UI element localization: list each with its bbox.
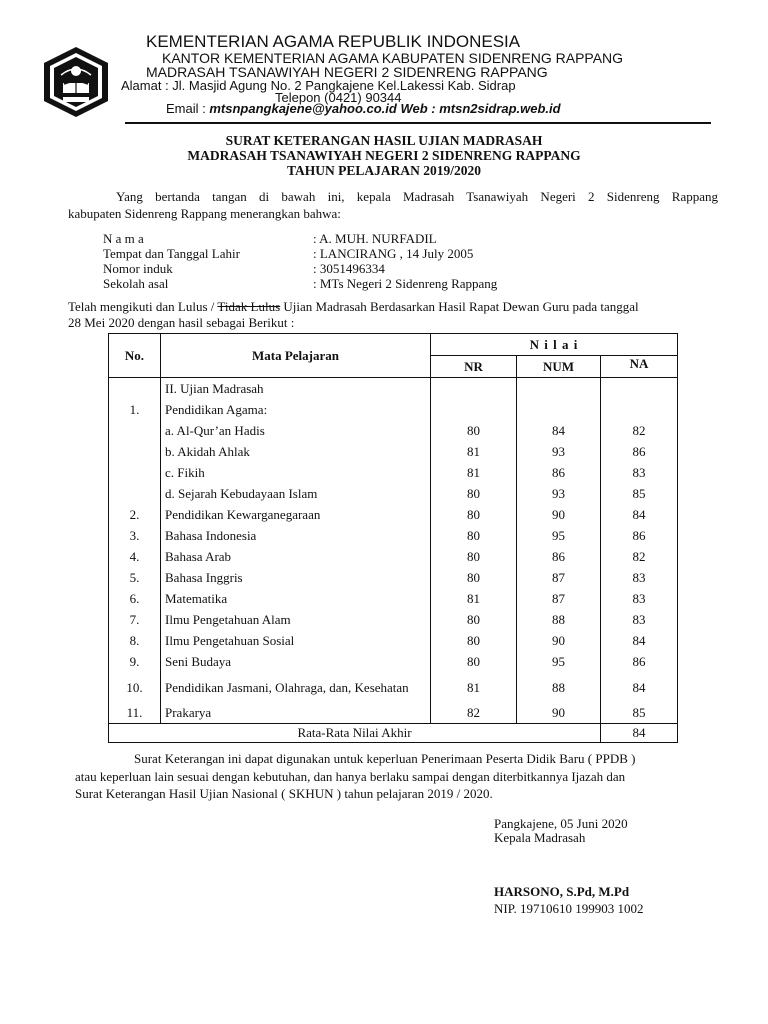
row-num: 90 xyxy=(517,630,601,651)
row-subject: Pendidikan Agama: xyxy=(161,399,431,420)
row-nr: 80 xyxy=(431,630,517,651)
row-na xyxy=(601,399,678,420)
email-web[interactable]: mtsnpangkajene@yahoo.co.id Web : mtsn2sidrap.web.id xyxy=(209,101,561,116)
table-row xyxy=(109,441,678,462)
row-subject: Matematika xyxy=(161,588,431,609)
doc-title-3: TAHUN PELAJARAN 2019/2020 xyxy=(286,163,481,178)
row-subject: c. Fikih xyxy=(161,462,431,483)
row-na: 82 xyxy=(601,546,678,567)
email-label: Email : xyxy=(166,101,206,116)
row-subject: Prakarya xyxy=(161,702,431,724)
row-subject: Bahasa Arab xyxy=(161,546,431,567)
row-nr xyxy=(431,399,517,420)
contact-line xyxy=(166,101,561,116)
table-row xyxy=(109,420,678,441)
row-nr: 80 xyxy=(431,546,517,567)
row-no xyxy=(109,462,161,483)
row-na: 84 xyxy=(601,672,678,702)
ministry-name: KEMENTERIAN AGAMA REPUBLIK INDONESIA xyxy=(146,32,521,51)
row-no xyxy=(109,441,161,462)
table-row xyxy=(109,630,678,651)
identity-value-school: : MTs Negeri 2 Sidenreng Rappang xyxy=(313,276,498,291)
row-na: 85 xyxy=(601,702,678,724)
row-na: 84 xyxy=(601,630,678,651)
row-nr: 81 xyxy=(431,441,517,462)
grades-table xyxy=(108,333,678,743)
statement-line-1 xyxy=(68,299,639,315)
row-subject: b. Akidah Ahlak xyxy=(161,441,431,462)
table-row xyxy=(109,546,678,567)
row-subject: Ilmu Pengetahuan Sosial xyxy=(161,630,431,651)
closing-line-1: Surat Keterangan ini dapat digunakan untuk keperluan Penerimaan Peserta Didik Baru ( PPDB ) xyxy=(134,751,636,766)
identity-label-name: N a m a xyxy=(103,231,144,246)
table-row xyxy=(109,609,678,630)
row-nr: 81 xyxy=(431,672,517,702)
row-subject: Bahasa Indonesia xyxy=(161,525,431,546)
row-subject: Seni Budaya xyxy=(161,651,431,672)
row-subject: a. Al-Qur’an Hadis xyxy=(161,420,431,441)
row-num: 93 xyxy=(517,441,601,462)
row-no xyxy=(109,420,161,441)
row-nr: 81 xyxy=(431,462,517,483)
row-subject: Ilmu Pengetahuan Alam xyxy=(161,609,431,630)
row-no: 8. xyxy=(109,630,161,651)
header-no: No. xyxy=(109,334,161,378)
intro-line-2: kabupaten Sidenreng Rappang menerangkan bahwa: xyxy=(68,206,341,221)
row-no: 1. xyxy=(109,399,161,420)
row-na: 86 xyxy=(601,525,678,546)
row-num: 93 xyxy=(517,483,601,504)
table-row xyxy=(109,399,678,420)
row-na: 85 xyxy=(601,483,678,504)
row-num: 95 xyxy=(517,525,601,546)
identity-label-birth: Tempat dan Tanggal Lahir xyxy=(103,246,240,261)
row-no: 3. xyxy=(109,525,161,546)
row-na: 86 xyxy=(601,441,678,462)
header-nr: NR xyxy=(431,356,517,378)
row-no xyxy=(109,483,161,504)
header-subject: Mata Pelajaran xyxy=(161,334,431,378)
school-name: MADRASAH TSANAWIYAH NEGERI 2 SIDENRENG RAPPANG xyxy=(146,64,548,80)
signature-nip: NIP. 19710610 199903 1002 xyxy=(494,901,644,916)
statement-suffix: Ujian Madrasah Berdasarkan Hasil Rapat Dewan Guru pada tanggal xyxy=(280,299,639,314)
statement-prefix: Telah mengikuti dan Lulus / xyxy=(68,299,218,314)
signature-position: Kepala Madrasah xyxy=(494,830,586,845)
row-na: 82 xyxy=(601,420,678,441)
header-na: NA xyxy=(601,356,678,378)
row-no: 4. xyxy=(109,546,161,567)
row-no: 2. xyxy=(109,504,161,525)
row-na: 84 xyxy=(601,504,678,525)
closing-line-3: Surat Keterangan Hasil Ujian Nasional ( SKHUN ) tahun pelajaran 2019 / 2020. xyxy=(75,786,493,801)
intro-line-1: Yang bertanda tangan di bawah ini, kepala Madrasah Tsanawiyah Negeri 2 Sidenreng Rappang xyxy=(116,189,718,204)
row-num: 88 xyxy=(517,672,601,702)
row-no: 9. xyxy=(109,651,161,672)
table-row xyxy=(109,588,678,609)
school-address: Alamat : Jl. Masjid Agung No. 2 Pangkajene Kel.Lakessi Kab. Sidrap xyxy=(121,78,516,93)
doc-title-2: MADRASAH TSANAWIYAH NEGERI 2 SIDENRENG RAPPANG xyxy=(187,148,581,163)
table-row xyxy=(109,462,678,483)
identity-value-birth: : LANCIRANG , 14 July 2005 xyxy=(313,246,474,261)
section-title: II. Ujian Madrasah xyxy=(161,378,431,400)
average-value: 84 xyxy=(601,724,678,743)
table-row xyxy=(109,525,678,546)
row-nr: 80 xyxy=(431,651,517,672)
identity-label-nomor: Nomor induk xyxy=(103,261,173,276)
doc-title-1: SURAT KETERANGAN HASIL UJIAN MADRASAH xyxy=(225,133,543,148)
row-na: 83 xyxy=(601,567,678,588)
table-row xyxy=(109,672,678,702)
row-num: 90 xyxy=(517,504,601,525)
header-num: NUM xyxy=(517,356,601,378)
row-no: 10. xyxy=(109,672,161,702)
statement-line-2: 28 Mei 2020 dengan hasil sebagai Berikut : xyxy=(68,315,295,330)
row-num: 86 xyxy=(517,462,601,483)
row-nr: 80 xyxy=(431,420,517,441)
table-row xyxy=(109,504,678,525)
row-no: 11. xyxy=(109,702,161,724)
row-num: 88 xyxy=(517,609,601,630)
row-num: 87 xyxy=(517,567,601,588)
row-nr: 80 xyxy=(431,567,517,588)
header-rule xyxy=(125,122,711,124)
table-row xyxy=(109,567,678,588)
signature-name: HARSONO, S.Pd, M.Pd xyxy=(494,884,630,899)
row-nr: 82 xyxy=(431,702,517,724)
row-nr: 80 xyxy=(431,504,517,525)
row-num: 86 xyxy=(517,546,601,567)
school-phone: Telepon (0421) 90344 xyxy=(275,90,402,105)
identity-value-name: : A. MUH. NURFADIL xyxy=(313,231,437,246)
row-na: 83 xyxy=(601,588,678,609)
row-no: 5. xyxy=(109,567,161,588)
row-na: 83 xyxy=(601,609,678,630)
row-num: 87 xyxy=(517,588,601,609)
row-no: 6. xyxy=(109,588,161,609)
signature-place-date: Pangkajene, 05 Juni 2020 xyxy=(494,816,628,831)
row-num: 90 xyxy=(517,702,601,724)
row-na: 83 xyxy=(601,462,678,483)
row-subject: Pendidikan Jasmani, Olahraga, dan, Kesehatan xyxy=(161,672,431,702)
row-subject: Bahasa Inggris xyxy=(161,567,431,588)
statement-struck: Tidak Lulus xyxy=(217,299,281,314)
ministry-logo-icon xyxy=(41,45,111,119)
row-subject: d. Sejarah Kebudayaan Islam xyxy=(161,483,431,504)
row-subject: Pendidikan Kewarganegaraan xyxy=(161,504,431,525)
row-num xyxy=(517,399,601,420)
row-num: 95 xyxy=(517,651,601,672)
row-num: 84 xyxy=(517,420,601,441)
table-row xyxy=(109,483,678,504)
header-nilai: N i l a i xyxy=(431,334,678,356)
office-name: KANTOR KEMENTERIAN AGAMA KABUPATEN SIDENRENG RAPPANG xyxy=(162,50,624,66)
row-nr: 81 xyxy=(431,588,517,609)
closing-line-2: atau keperluan lain sesuai dengan kebutuhan, dan hanya berlaku sampai dengan diterbitkannya Ijazah dan xyxy=(75,769,626,784)
row-nr: 80 xyxy=(431,609,517,630)
row-nr: 80 xyxy=(431,525,517,546)
table-row xyxy=(109,651,678,672)
identity-label-school: Sekolah asal xyxy=(103,276,169,291)
average-label: Rata-Rata Nilai Akhir xyxy=(109,724,601,743)
row-nr: 80 xyxy=(431,483,517,504)
row-no: 7. xyxy=(109,609,161,630)
identity-value-nomor: : 3051496334 xyxy=(313,261,385,276)
row-na: 86 xyxy=(601,651,678,672)
table-row xyxy=(109,702,678,724)
